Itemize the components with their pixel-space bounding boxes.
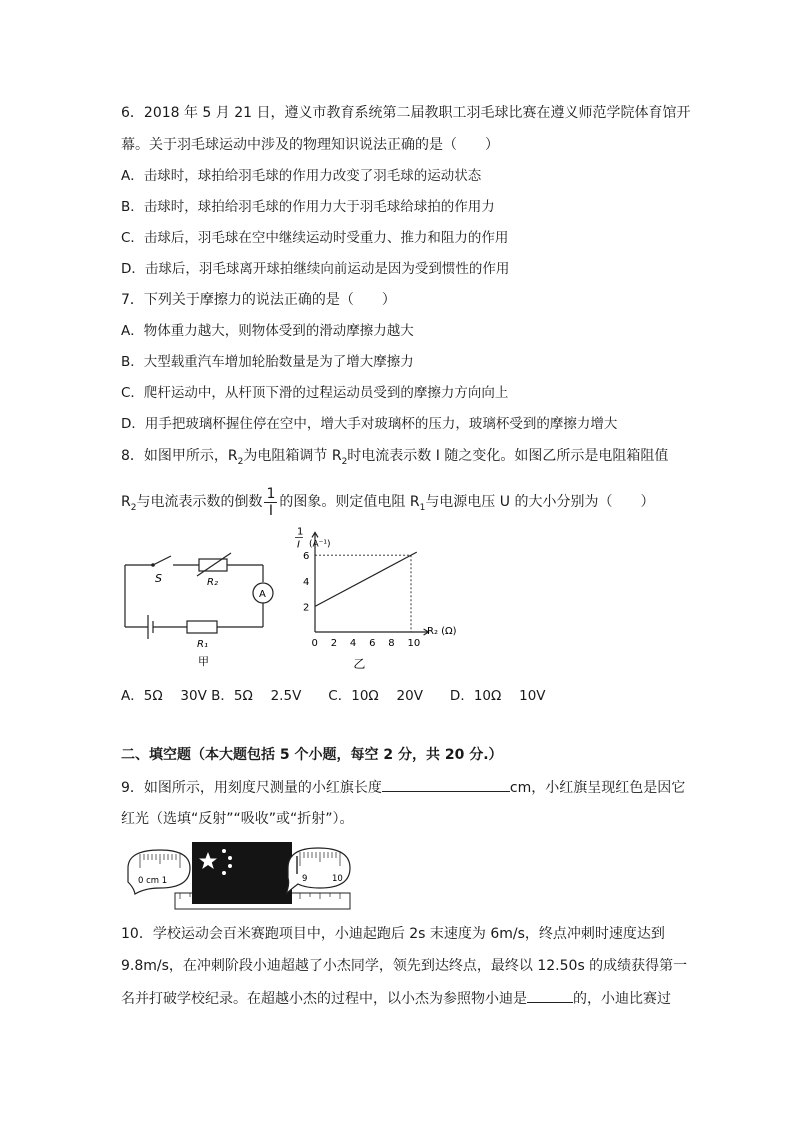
q7-stem: 7．下列关于摩擦力的说法正确的是（ ） [121, 292, 396, 308]
x-tick-label: 10 [407, 638, 421, 649]
q9-text: cm，小红旗呈现红色是因它 [509, 780, 686, 796]
section2-heading: 二、填空题（本大题包括 5 个小题，每空 2 分，共 20 分.） [121, 747, 503, 763]
y-tick-label: 6 [303, 551, 310, 563]
fraction-denominator: I [268, 502, 273, 519]
magnifier-right-label-10: 10 [332, 874, 343, 884]
y-axis-label-numerator: 1 [297, 526, 304, 538]
q8-text: 为电阻箱调节 R [243, 448, 342, 464]
graph-r2-vs-reciprocal-current [290, 520, 470, 675]
q8-text: R [121, 494, 131, 510]
q8-sub: 1 [419, 502, 426, 513]
q7-option-a: A．物体重力越大，则物体受到的滑动摩擦力越大 [121, 323, 414, 339]
flag-small-star-icon [222, 849, 226, 853]
circuit-caption: 甲 [198, 655, 209, 668]
resistor-label: R₁ [197, 639, 208, 650]
resistor-r1 [187, 621, 217, 633]
flag-ruler-figure [120, 838, 360, 916]
q9-text: 9．如图所示，用刻度尺测量的小红旗长度 [121, 780, 382, 796]
q6-option-a: A．击球时，球拍给羽毛球的作用力改变了羽毛球的运动状态 [121, 168, 482, 184]
flag-small-star-icon [228, 856, 232, 860]
data-series-line [315, 552, 417, 606]
switch-blade [153, 556, 171, 565]
q6-option-d: D．击球后，羽毛球离开球拍继续向前运动是因为受到惯性的作用 [121, 261, 510, 277]
q6-stem-line2: 幕。关于羽毛球运动中涉及的物理知识说法正确的是（ ） [121, 137, 499, 153]
q10-stem-line1: 10．学校运动会百米赛跑项目中，小迪起跑后 2s 末速度为 6m/s，终点冲刺时速度达到 [121, 926, 665, 942]
answer-blank[interactable] [527, 988, 573, 1003]
magnifier-right-label-9: 9 [302, 874, 308, 884]
q8-text: 的图象。则定值电阻 R [279, 494, 420, 510]
magnifier-left-label: 0 cm 1 [138, 876, 168, 886]
q6-stem-line1: 6．2018 年 5 月 21 日，遵义市教育系统第二届教职工羽毛球比赛在遵义师范学院体育馆开 [121, 105, 691, 121]
y-axis-label-denominator: I [297, 539, 300, 551]
q10-text: 名并打破学校纪录。在超越小杰的过程中，以小杰为参照物小迪是 [121, 991, 527, 1007]
ammeter-label: A [259, 589, 266, 600]
x-tick-label: 8 [388, 638, 395, 649]
q8-stem-line1 [121, 446, 668, 472]
answer-blank[interactable] [382, 777, 510, 792]
q8-options: A．5Ω 30V B．5Ω 2.5V C．10Ω 20V D．10Ω 10V [121, 688, 546, 704]
q9-stem-line1 [121, 777, 685, 798]
x-tick-label: 4 [349, 638, 357, 649]
q9-stem-line2: 红光（选填“反射”“吸收”或“折射”）。 [121, 811, 354, 827]
q6-option-b: B．击球时，球拍给羽毛球的作用力大于羽毛球给球拍的作用力 [121, 199, 495, 215]
y-tick-label: 4 [303, 576, 310, 588]
q8-text: 与电源电压 U 的大小分别为（ ） [425, 494, 655, 510]
q8-sub: 2 [130, 502, 137, 513]
q6-option-c: C．击球后，羽毛球在空中继续运动时受重力、推力和阻力的作用 [121, 230, 509, 246]
x-axis-label: R₂ (Ω) [427, 626, 457, 637]
x-tick-label: 2 [330, 638, 338, 649]
q10-stem-line2: 9.8m/s，在冲刺阶段小迪超越了小杰同学，领先到达终点，最终以 12.50s 的成绩获得第一 [121, 958, 688, 974]
y-axis-unit: (A⁻¹) [309, 539, 331, 550]
q8-sub: 2 [237, 456, 244, 467]
rheostat-arrow [197, 553, 231, 576]
y-tick-label: 2 [303, 602, 310, 614]
red-flag [192, 842, 292, 904]
reciprocal-fraction [264, 486, 277, 519]
q8-text: 与电流表示数的倒数 [136, 494, 263, 510]
fraction-numerator: 1 [266, 485, 276, 502]
flag-small-star-icon [222, 871, 226, 875]
switch-label: S [155, 572, 162, 585]
x-tick-label: 6 [369, 638, 376, 649]
q8-text: 8．如图甲所示，R [121, 448, 238, 464]
switch-contact [151, 563, 155, 567]
q7-option-b: B．大型载重汽车增加轮胎数量是为了增大摩擦力 [121, 354, 414, 370]
q10-stem-line3 [121, 988, 671, 1009]
flag-small-star-icon [228, 864, 232, 868]
q8-sub: 2 [341, 456, 348, 467]
q10-text: 的，小迪比赛过 [573, 991, 671, 1007]
q7-option-c: C．爬杆运动中，从杆顶下滑的过程运动员受到的摩擦力方向向上 [121, 385, 509, 401]
magnifier-left [128, 850, 190, 894]
x-tick-label: 0 [311, 638, 318, 649]
circuit-diagram [115, 545, 285, 670]
magnifier-right [286, 848, 350, 894]
rheostat-label: R₂ [207, 577, 218, 588]
graph-caption: 乙 [353, 657, 366, 671]
q8-text: 时电流表示数 I 随之变化。如图乙所示是电阻箱阻值 [347, 448, 669, 464]
q7-option-d: D．用手把玻璃杯握住停在空中，增大手对玻璃杯的压力，玻璃杯受到的摩擦力增大 [121, 416, 618, 432]
